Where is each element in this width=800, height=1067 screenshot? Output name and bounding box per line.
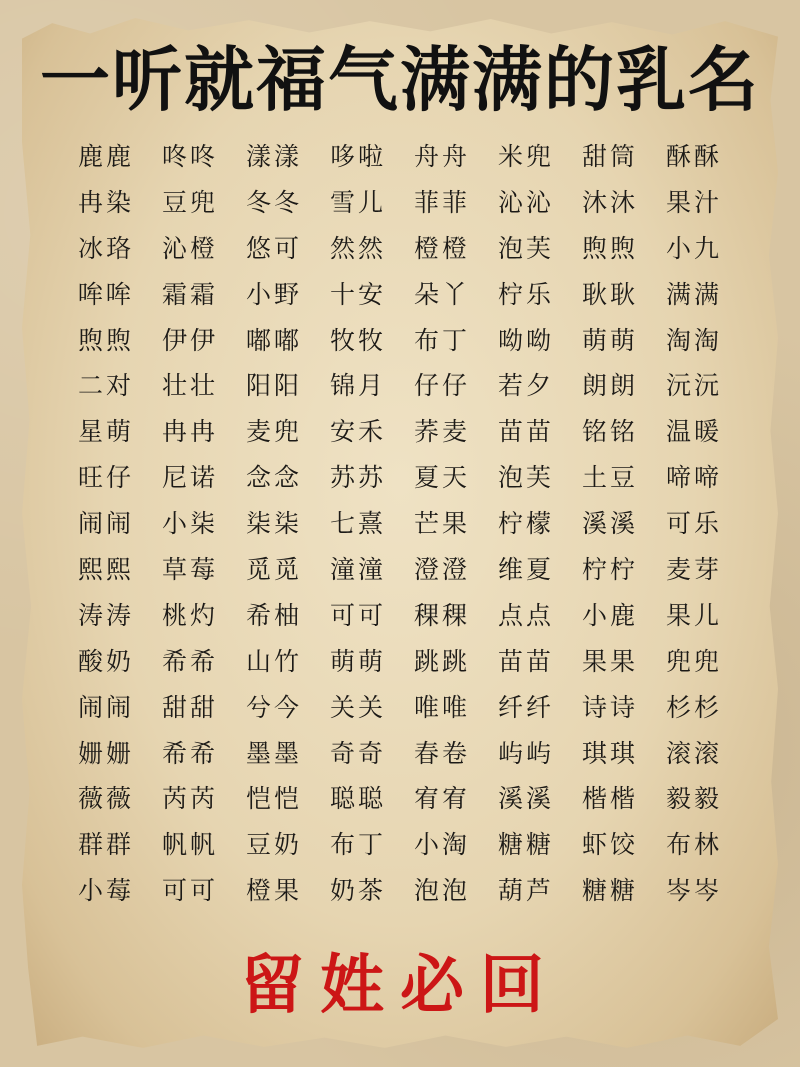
name-cell: 鹿鹿 <box>77 141 134 171</box>
name-cell: 冉染 <box>77 187 134 217</box>
name-cell: 聪聪 <box>329 784 386 814</box>
name-cell: 淘淘 <box>665 325 722 355</box>
name-cell: 七熹 <box>329 509 386 539</box>
name-cell: 芒果 <box>413 509 470 539</box>
name-cell: 荞麦 <box>413 417 470 447</box>
name-cell: 哆啦 <box>329 141 386 171</box>
name-cell: 霜霜 <box>161 279 218 309</box>
page-title: 一听就福气满满的乳名 <box>40 39 760 121</box>
name-cell: 点点 <box>497 600 554 630</box>
name-cell: 薇薇 <box>77 784 134 814</box>
name-cell: 琪琪 <box>581 738 638 768</box>
name-cell: 壮壮 <box>161 371 218 401</box>
name-cell: 小莓 <box>77 876 134 906</box>
name-cell: 沁橙 <box>161 233 218 263</box>
name-cell: 奇奇 <box>329 738 386 768</box>
name-cell: 糖糖 <box>581 876 638 906</box>
name-cell: 小九 <box>665 233 722 263</box>
name-cell: 米兜 <box>497 141 554 171</box>
name-cell: 泡泡 <box>413 876 470 906</box>
name-cell: 耿耿 <box>581 279 638 309</box>
name-cell: 煦煦 <box>581 233 638 263</box>
names-grid <box>64 132 736 912</box>
name-cell: 苗苗 <box>497 646 554 676</box>
name-cell: 墨墨 <box>245 738 302 768</box>
name-cell: 柠檬 <box>497 509 554 539</box>
name-cell: 豆兜 <box>161 187 218 217</box>
name-cell: 冰珞 <box>77 233 134 263</box>
name-cell: 可可 <box>161 876 218 906</box>
name-cell: 可乐 <box>665 509 722 539</box>
name-cell: 果汁 <box>665 187 722 217</box>
name-cell: 十安 <box>329 279 386 309</box>
name-cell: 咚咚 <box>161 141 218 171</box>
name-cell: 然然 <box>329 233 386 263</box>
name-cell: 果儿 <box>665 600 722 630</box>
name-cell: 唯唯 <box>413 692 470 722</box>
name-cell: 小柒 <box>161 509 218 539</box>
name-cell: 柒柒 <box>245 509 302 539</box>
name-cell: 希柚 <box>245 600 302 630</box>
name-cell: 杉杉 <box>665 692 722 722</box>
name-cell: 安禾 <box>329 417 386 447</box>
name-cell: 煦煦 <box>77 325 134 355</box>
name-cell: 漾漾 <box>245 141 302 171</box>
name-cell: 麦芽 <box>665 554 722 584</box>
name-cell: 豆奶 <box>245 830 302 860</box>
name-cell: 满满 <box>665 279 722 309</box>
name-cell: 旺仔 <box>77 463 134 493</box>
name-cell: 果果 <box>581 646 638 676</box>
name-cell: 屿屿 <box>497 738 554 768</box>
name-cell: 潼潼 <box>329 554 386 584</box>
name-cell: 萌萌 <box>581 325 638 355</box>
name-cell: 哞哞 <box>77 279 134 309</box>
name-cell: 草莓 <box>161 554 218 584</box>
name-cell: 兮今 <box>245 692 302 722</box>
name-cell: 柠乐 <box>497 279 554 309</box>
name-cell: 朗朗 <box>581 371 638 401</box>
name-cell: 温暖 <box>665 417 722 447</box>
name-cell: 芮芮 <box>161 784 218 814</box>
name-cell: 诗诗 <box>581 692 638 722</box>
name-cell: 二对 <box>77 371 134 401</box>
name-cell: 锦月 <box>329 371 386 401</box>
name-cell: 群群 <box>77 830 134 860</box>
name-cell: 布丁 <box>413 325 470 355</box>
name-cell: 夏天 <box>413 463 470 493</box>
name-cell: 闹闹 <box>77 509 134 539</box>
name-cell: 糖糖 <box>497 830 554 860</box>
name-cell: 萌萌 <box>329 646 386 676</box>
name-cell: 希希 <box>161 646 218 676</box>
name-cell: 小鹿 <box>581 600 638 630</box>
name-cell: 葫芦 <box>497 876 554 906</box>
name-cell: 酥酥 <box>665 141 722 171</box>
name-cell: 布林 <box>665 830 722 860</box>
name-cell: 山竹 <box>245 646 302 676</box>
name-cell: 酸奶 <box>77 646 134 676</box>
name-cell: 苗苗 <box>497 417 554 447</box>
name-cell: 维夏 <box>497 554 554 584</box>
name-cell: 啼啼 <box>665 463 722 493</box>
name-cell: 橙果 <box>245 876 302 906</box>
name-cell: 跳跳 <box>413 646 470 676</box>
name-cell: 朵丫 <box>413 279 470 309</box>
name-cell: 沅沅 <box>665 371 722 401</box>
name-cell: 宥宥 <box>413 784 470 814</box>
name-cell: 熙熙 <box>77 554 134 584</box>
name-cell: 恺恺 <box>245 784 302 814</box>
name-cell: 溪溪 <box>497 784 554 814</box>
name-cell: 泡芙 <box>497 463 554 493</box>
name-cell: 虾饺 <box>581 830 638 860</box>
name-cell: 桃灼 <box>161 600 218 630</box>
name-cell: 布丁 <box>329 830 386 860</box>
name-cell: 姗姗 <box>77 738 134 768</box>
name-cell: 甜筒 <box>581 141 638 171</box>
name-cell: 可可 <box>329 600 386 630</box>
name-cell: 菲菲 <box>413 187 470 217</box>
name-cell: 觅觅 <box>245 554 302 584</box>
name-cell: 春卷 <box>413 738 470 768</box>
name-cell: 甜甜 <box>161 692 218 722</box>
name-cell: 若夕 <box>497 371 554 401</box>
name-cell: 悠可 <box>245 233 302 263</box>
name-cell: 泡芙 <box>497 233 554 263</box>
name-cell: 稞稞 <box>413 600 470 630</box>
name-cell: 冉冉 <box>161 417 218 447</box>
name-cell: 雪儿 <box>329 187 386 217</box>
name-cell: 舟舟 <box>413 141 470 171</box>
name-cell: 苏苏 <box>329 463 386 493</box>
name-cell: 麦兜 <box>245 417 302 447</box>
name-cell: 闹闹 <box>77 692 134 722</box>
name-cell: 呦呦 <box>497 325 554 355</box>
name-cell: 嘟嘟 <box>245 325 302 355</box>
name-cell: 纤纤 <box>497 692 554 722</box>
name-cell: 冬冬 <box>245 187 302 217</box>
name-cell: 奶茶 <box>329 876 386 906</box>
name-cell: 念念 <box>245 463 302 493</box>
name-cell: 橙橙 <box>413 233 470 263</box>
name-cell: 土豆 <box>581 463 638 493</box>
name-cell: 柠柠 <box>581 554 638 584</box>
name-cell: 帆帆 <box>161 830 218 860</box>
name-cell: 铭铭 <box>581 417 638 447</box>
name-cell: 希希 <box>161 738 218 768</box>
footer-slogan: 留姓必回 <box>240 949 560 1023</box>
name-cell: 溪溪 <box>581 509 638 539</box>
name-cell: 星萌 <box>77 417 134 447</box>
name-cell: 伊伊 <box>161 325 218 355</box>
name-cell: 澄澄 <box>413 554 470 584</box>
name-cell: 沐沐 <box>581 187 638 217</box>
name-cell: 兜兜 <box>665 646 722 676</box>
name-cell: 阳阳 <box>245 371 302 401</box>
name-cell: 关关 <box>329 692 386 722</box>
name-cell: 小野 <box>245 279 302 309</box>
name-cell: 尼诺 <box>161 463 218 493</box>
name-cell: 楷楷 <box>581 784 638 814</box>
name-cell: 岑岑 <box>665 876 722 906</box>
name-cell: 沁沁 <box>497 187 554 217</box>
name-cell: 毅毅 <box>665 784 722 814</box>
name-cell: 仔仔 <box>413 371 470 401</box>
name-cell: 滚滚 <box>665 738 722 768</box>
name-cell: 涛涛 <box>77 600 134 630</box>
name-cell: 小淘 <box>413 830 470 860</box>
name-cell: 牧牧 <box>329 325 386 355</box>
